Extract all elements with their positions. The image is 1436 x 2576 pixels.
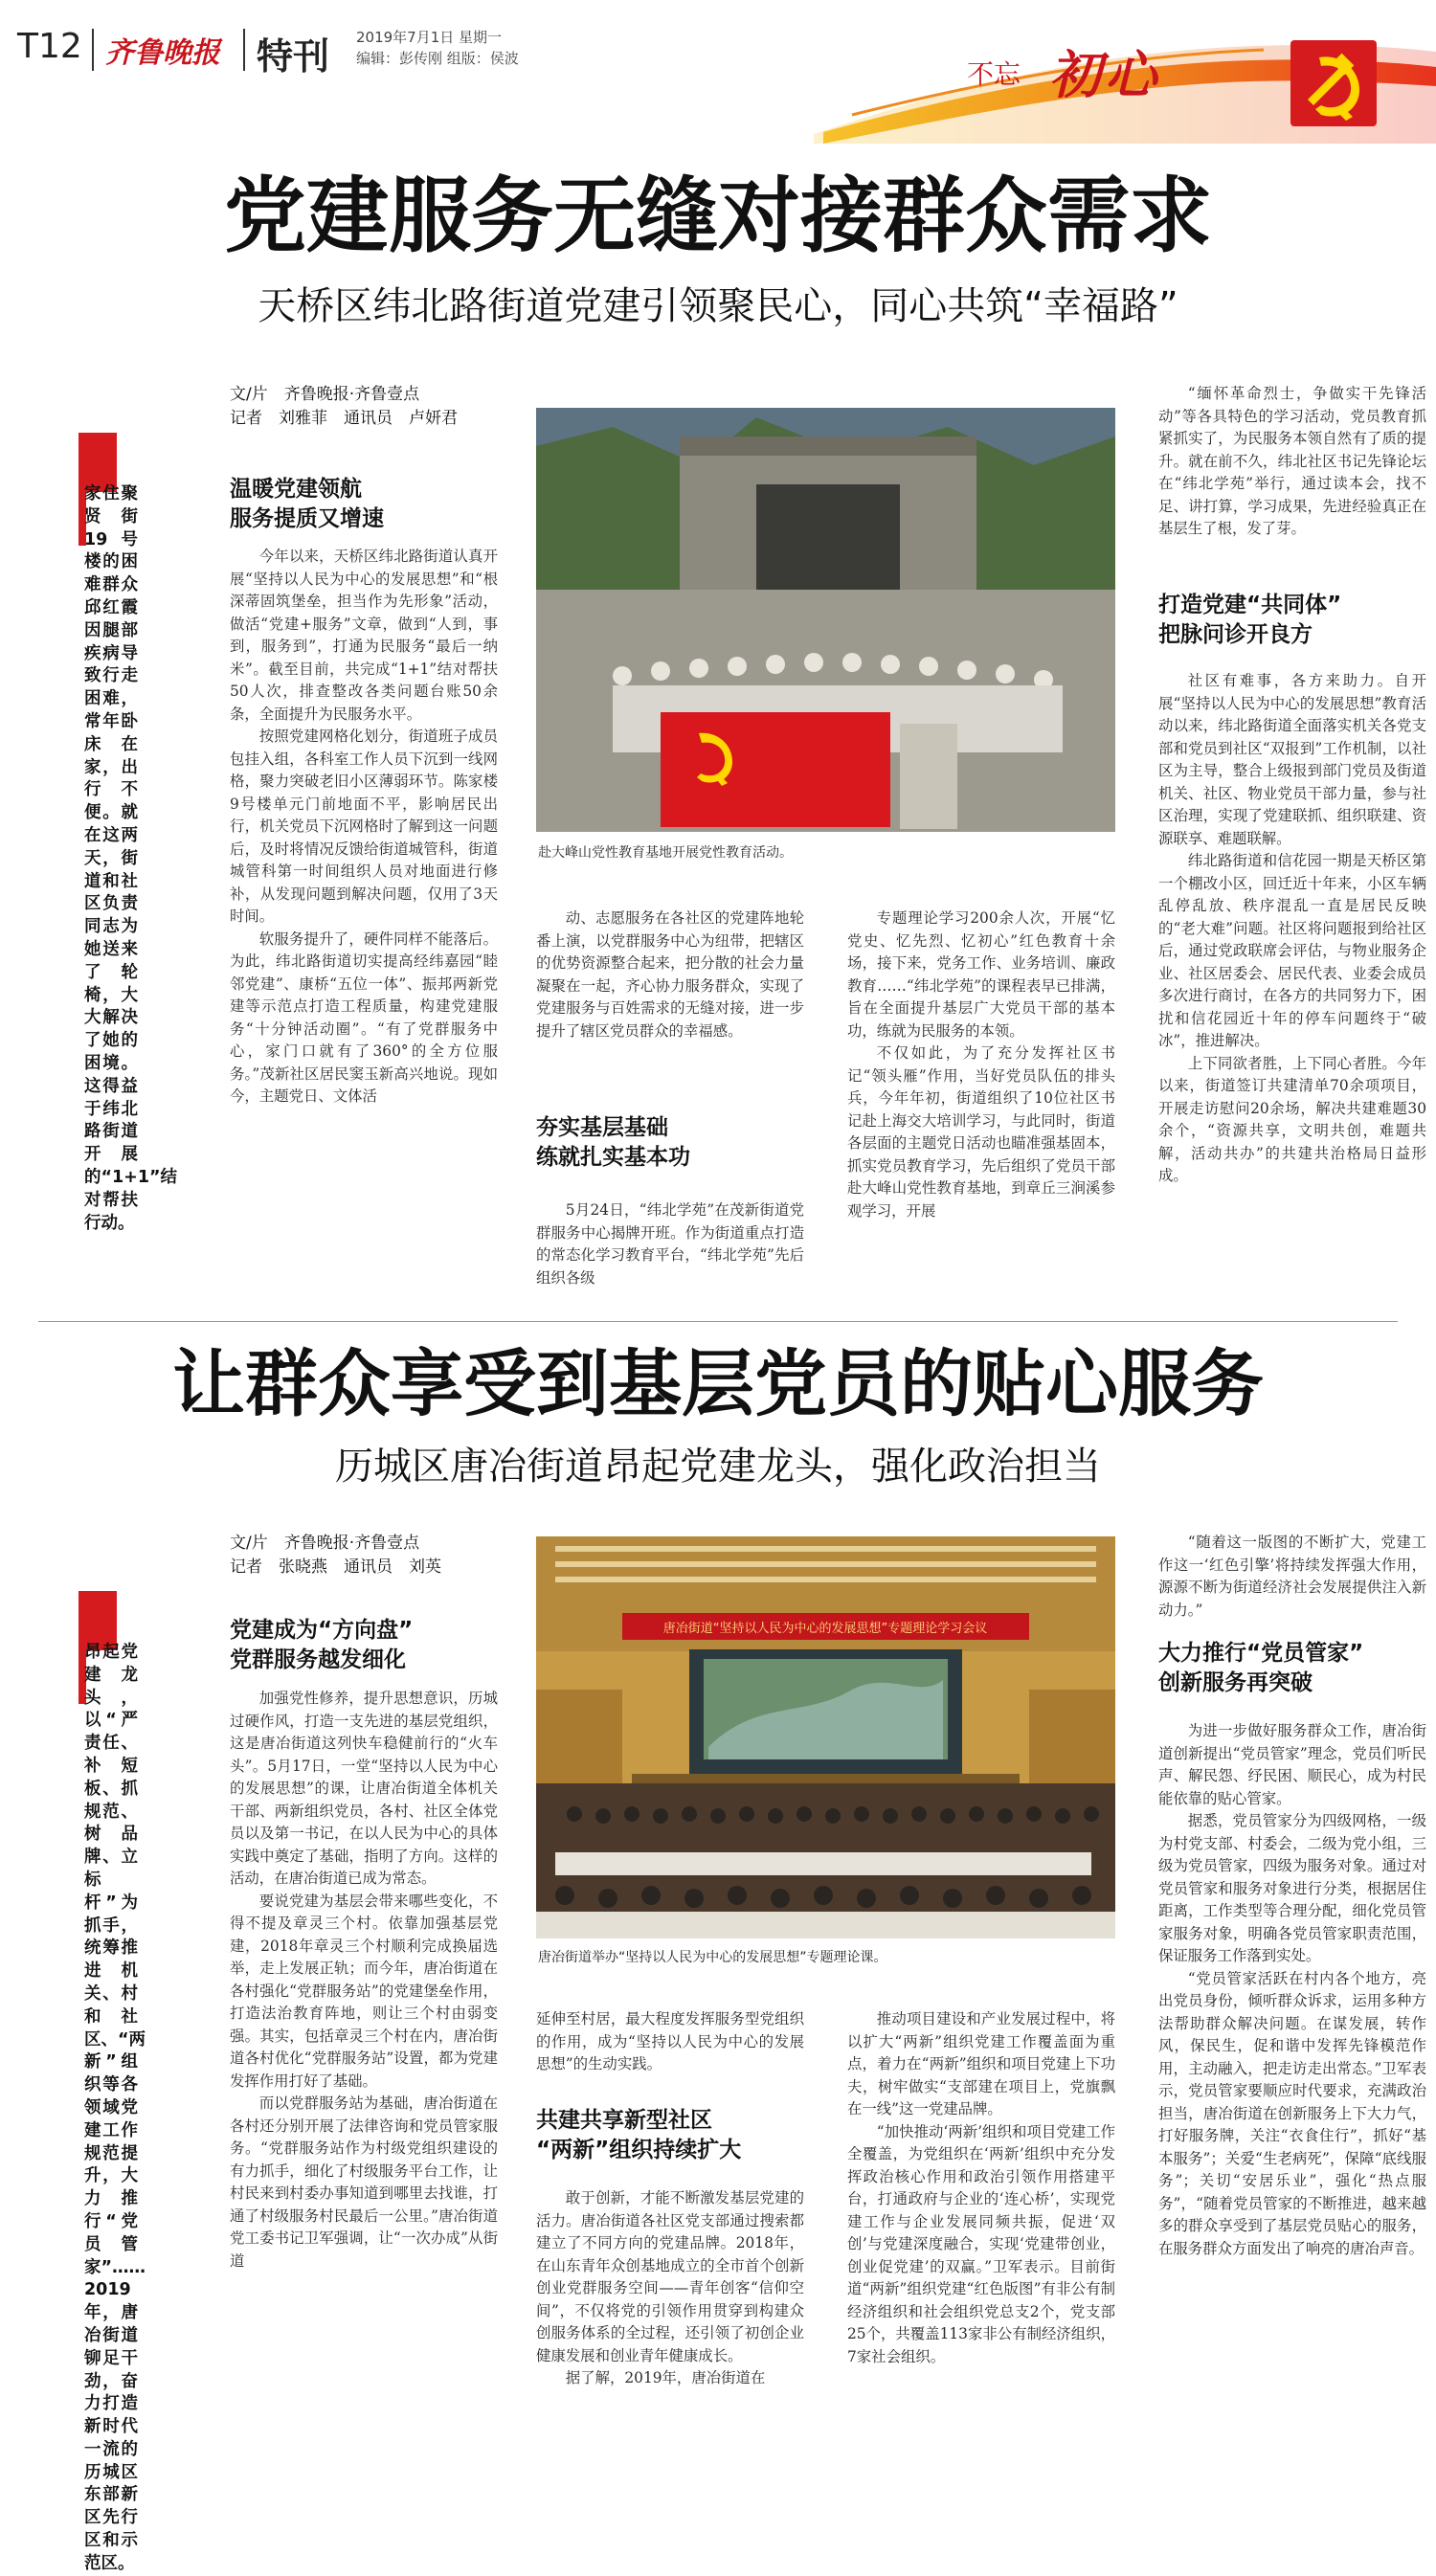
article2-sidebar-text: 昂起党建龙头，以“严责任、补短板、抓规范、树品牌、立标杆”为抓手，统筹推进机关、村和社区、“两新”组织等各领域党建工作规范提升，大力推行“党员管家”……2019年，唐冶街道铆足干劲，奋力打造新时代一流的历城区东部新区先行区和示范区。 xyxy=(84,1643,146,2573)
body-paragraph: 加强党性修养，提升思想意识，历城过硬作风，打造一支先进的基层党组织，这是唐冶街道这列快车稳健前行的“火车头”。5月17日，一堂“坚持以人民为中心的发展思想”的课，让唐冶街道全体机关干部、两新组织党员，各村、社区全体党员以及第一书记，在以人民为中心的具体实践中奠定了基础，指明了方向。这样的活动，在唐冶街道已成为常态。 xyxy=(230,1690,498,1887)
article1-headline: 党建服务无缝对接群众需求 xyxy=(224,168,1212,264)
body-paragraph: 敢于创新，才能不断激发基层党建的活力。唐冶街道各社区党支部通过搜索都建立了不同方向的党建品牌。2018年，在山东青年众创基地成立的全市首个创新创业党群服务空间——青年创客“信仰空间”，不仅将党的引领作用贯穿到构建众创服务体系的全过程，还引领了初创企业健康发展和创业青年健康成长。 xyxy=(536,2189,804,2364)
body-paragraph: “缅怀革命烈士，争做实干先锋活动”等各具特色的学习活动，党员教育抓紧抓实了，为民服务本领自然有了质的提升。就在前不久，纬北社区书记先锋论坛在“纬北学苑”举行，通过读本会，找不足、讲打算，学习成果，先进经验真正在基层生了根，发了芽。 xyxy=(1158,385,1426,537)
article1-column-3 xyxy=(847,907,1115,1300)
article2-subhead-2: 共建共享新型社区 “两新”组织持续扩大 xyxy=(536,2108,742,2162)
party-emblem-icon xyxy=(1290,40,1377,126)
page-number: T12 xyxy=(17,27,82,66)
article2-photo-caption: 唐冶街道举办“坚持以人民为中心的发展思想”专题理论课。 xyxy=(538,1950,887,1965)
masthead-divider xyxy=(243,29,245,71)
body-paragraph: 推动项目建设和产业发展过程中，将以扩大“两新”组织党建工作覆盖面为重点，着力在“两新”组织和项目党建上下功夫，树牢做实“支部建在项目上，党旗飘在一线”这一党建品牌。 xyxy=(847,2010,1115,2117)
group-photo-illustration xyxy=(536,408,1115,832)
article2-byline-2: 记者 张晓燕 通讯员 刘英 xyxy=(230,1557,441,1577)
body-paragraph: 纬北路街道和信花园一期是天桥区第一个棚改小区，回迁近十年来，小区车辆乱停乱放、秩序混乱一直是居民反映的“老大难”问题。社区将问题报到给社区后，通过党政联席会评估，与物业服务企业、社区居委会、居民代表、业委会成员多次进行商讨，在各方的共同努力下，困扰和信花园近十年的停车问题终于“破冰”，推进解决。 xyxy=(1158,852,1426,1049)
body-paragraph: 社区有难事，各方来助力。自开展“坚持以人民为中心的发展思想”教育活动以来，纬北路街道全面落实机关各党支部和党员到社区“双报到”工作机制，以社区为主导，整合上级报到部门党员及街道机关、社区、物业党员干部力量，参与社区治理，实现了党建联抓、组织联建、资源联享、难题联解。 xyxy=(1158,672,1426,847)
article2-column-4b xyxy=(1158,1720,1426,2453)
body-paragraph: 今年以来，天桥区纬北路街道认真开展“坚持以人民为中心的发展思想”和“根深蒂固筑堡垒，担当作为先形象”活动，做活“党建+服务”文章，做到“人到，事到，服务到”，打通为民服务“最后一纳米”。截至目前，共完成“1+1”结对帮扶50人次，排查整改各类问题台账50余条，全面提升为民服务水平。 xyxy=(230,548,498,723)
section-divider xyxy=(38,1321,1398,1322)
body-paragraph: 据悉，党员管家分为四级网格，一级为村党支部、村委会，二级为党小组，三级为党员管家，四级为服务对象。通过对党员管家和服务对象进行分类，根据居住距离，工作类型等合理分配，细化党员管家服务对象，明确各党员管家职责范围，保证服务工作落到实处。 xyxy=(1158,1812,1426,1964)
body-paragraph: 软服务提升了，硬件同样不能落后。为此，纬北路街道切实提高经纬嘉园“睦邻党建”、康桥“五位一体”、振邦两新党建等示范点打造工程质量，构建党建服务“十分钟活动圈”。“有了党群服务中心，家门口就有了360°的全方位服务。”茂新社区居民窦玉新高兴地说。现如今，主题党日、文体活 xyxy=(230,930,498,1105)
article1-photo-caption: 赴大峰山党性教育基地开展党性教育活动。 xyxy=(538,845,793,861)
masthead-divider xyxy=(92,29,94,71)
body-paragraph: 延伸至村居，最大程度发挥服务型党组织的作用，成为“坚持以人民为中心的发展思想”的生动实践。 xyxy=(536,2010,804,2072)
article2-photo xyxy=(536,1536,1115,1938)
body-paragraph: “党员管家活跃在村内各个地方，亮出党员身份，倾听群众诉求，运用多种方法帮助群众解决问题。在谋发展，转作风，保民生，促和谐中发挥先锋模范作用，主动融入，把走访走出常态。”卫军表示，党员管家要顺应时代要求，充满政治担当，唐冶街道在创新服务上下大力气，打好服务牌，关注“衣食住行”，抓好“基本服务”；关爱“生老病死”，保障“底线服务”；关切“安居乐业”，强化“热点服务”，“随着党员管家的不断推进，越来越多的群众享受到了基层党员贴心的服务，在服务群众方面发出了响亮的唐冶声音。 xyxy=(1158,1969,1426,2257)
body-paragraph: 动、志愿服务在各社区的党建阵地轮番上演，以党群服务中心为纽带，把辖区的优势资源整合起来，把分散的社会力量凝聚在一起，齐心协力服务群众，实现了党建服务与百姓需求的无缝对接，进一步提升了辖区党员群众的幸福感。 xyxy=(536,909,804,1040)
article1-column-4a xyxy=(1158,383,1426,584)
article1-subhead-3: 打造党建“共同体” 把脉问诊开良方 xyxy=(1158,593,1342,647)
body-paragraph: 要说党建为基层会带来哪些变化，不得不提及章灵三个村。依靠加强基层党建，2018年章灵三个村顺利完成换届选举，走上发展正轨；而今年，唐冶街道在各村强化“党群服务站”的党建堡垒作用，打造法治教育阵地，则让三个村由弱变强。其实，包括章灵三个村在内，唐冶街道各村优化“党群服务站”设置，都为党建发挥作用打好了基础。 xyxy=(230,1892,498,2090)
article1-byline-2: 记者 刘雅菲 通讯员 卢妍君 xyxy=(230,409,458,428)
body-paragraph: 专题理论学习200余人次，开展“忆党史、忆先烈、忆初心”红色教育十余场，接下来，党务工作、业务培训、廉政教育……“纬北学苑”的课程表早已排满，旨在全面提升基层广大党员干部的基本功，练就为民服务的本领。 xyxy=(847,909,1115,1040)
body-paragraph: 而以党群服务站为基础，唐冶街道在各村还分别开展了法律咨询和党员管家服务。“党群服务站作为村级党组织建设的有力抓手，细化了村级服务平台工作，让村民来到村委办事知道到哪里去找谁，打通了村级服务村民最后一公里。”唐冶街道党工委书记卫军强调，让“一次办成”从街道 xyxy=(230,2094,498,2270)
article1-column-2b xyxy=(536,1199,804,1297)
article1-photo xyxy=(536,408,1115,832)
masthead xyxy=(0,0,1436,144)
article1-sidebar-text: 家住聚贤街19号楼的困难群众邱红霞因腿部疾病导致行走困难，常年卧床在家，出行不便。就在这两天，街道和社区负责同志为她送来了轮椅，大大解决了她的困境。这得益于纬北路街道开展的“1+1”结对帮扶行动。 xyxy=(84,484,178,1233)
banner-text: 唐冶街道“坚持以人民为中心的发展思想”专题理论学习会议 xyxy=(662,1622,988,1636)
body-paragraph: 上下同欲者胜，上下同心者胜。今年以来，街道签订共建清单70余项项目，开展走访慰问20余场，解决共建难题30余个，“资源共享，文明共创，难题共解，活动共办”的共建共治格局日益形成。 xyxy=(1158,1054,1426,1184)
body-paragraph: 为进一步做好服务群众工作，唐冶街道创新提出“党员管家”理念，党员们听民声、解民怨、纾民困、顺民心，成为村民能依靠的贴心管家。 xyxy=(1158,1722,1426,1807)
article2-column-2b xyxy=(536,2187,804,2453)
article2-subhead-1: 党建成为“方向盘” 党群服务越发细化 xyxy=(230,1618,414,1672)
article2-subhead-3: 大力推行“党员管家” 创新服务再突破 xyxy=(1158,1641,1364,1695)
body-paragraph: 按照党建网格化划分，街道班子成员包挂入组，各科室工作人员下沉到一线网格，聚力突破老旧小区薄弱环节。陈家楼9号楼单元门前地面不平，影响居民出行，机关党员下沉网格时了解到这一问题后，及时将情况反馈给街道城管科，街道城管科第一时间组织人员对地面进行修补，从发现问题到解决问题，仅用了3天时间。 xyxy=(230,728,498,925)
article1-subhead-1: 温暖党建领航 服务提质又增速 xyxy=(230,477,384,531)
editor-line: 编辑：彭传刚 组版：侯波 xyxy=(356,50,519,67)
body-paragraph: “加快推动‘两新’组织和项目党建工作全覆盖，为党组织在‘两新’组织中充分发挥政治核心作用和政治引领作用搭建平台，打通政府与企业的‘连心桥’，实现党建工作与企业发展同频共振，促进‘双创’与党建深度融合，实现‘党建带创业，创业促党建’的双赢。”卫军表示。目前街道“两新”组织党建“红色版图”有非公有制经济组织和社会组织党总支2个，党支部25个，共覆盖113家非公有制经济组织，7家社会组织。 xyxy=(847,2122,1115,2365)
article2-column-4a xyxy=(1158,1532,1426,1627)
section-name: 特刊 xyxy=(257,35,330,78)
paper-name: 齐鲁晚报 xyxy=(105,36,220,70)
article2-column-2 xyxy=(536,2008,804,2100)
auditorium-photo-illustration xyxy=(536,1536,1115,1938)
article1-subhead-2: 夯实基层基础 练就扎实基本功 xyxy=(536,1115,690,1170)
body-paragraph: 据了解，2019年，唐冶街道在 xyxy=(565,2369,766,2386)
article1-column-1 xyxy=(230,546,498,1297)
article1-column-4b xyxy=(1158,670,1426,1300)
article2-headline: 让群众享受到基层党员的贴心服务 xyxy=(172,1341,1264,1426)
article2-column-1 xyxy=(230,1688,498,2453)
article1-byline-1: 文/片 齐鲁晚报·齐鲁壹点 xyxy=(230,385,420,404)
article2-subheadline: 历城区唐冶街道昂起党建龙头，强化政治担当 xyxy=(335,1445,1101,1489)
body-paragraph: 不仅如此，为了充分发挥社区书记“领头雁”作用，当好党员队伍的排头兵，今年年初，街道组织了10位社区书记赴上海交大培训学习，与此同时，街道各层面的主题党日活动也瞄准强基固本，抓实党员教育学习，先后组织了党员干部赴大峰山党性教育基地，到章丘三涧溪参观学习，开展 xyxy=(847,1044,1115,1220)
article2-byline-1: 文/片 齐鲁晚报·齐鲁壹点 xyxy=(230,1534,420,1553)
body-paragraph: 5月24日，“纬北学苑”在茂新街道党群服务中心揭牌开班。作为街道重点打造的常态化学习教育平台，“纬北学苑”先后组织各级 xyxy=(536,1201,804,1287)
article1-column-2 xyxy=(536,907,804,1103)
body-paragraph: “随着这一版图的不断扩大，党建工作这一‘红色引擎’将持续发挥强大作用，源源不断为街道经济社会发展提供注入新动力。” xyxy=(1158,1534,1426,1619)
article2-column-3 xyxy=(847,2008,1115,2453)
brand-slogan-small: 不忘 xyxy=(967,58,1021,90)
article1-subheadline: 天桥区纬北路街道党建引领聚民心，同心共筑“幸福路” xyxy=(258,284,1178,328)
brand-slogan-large: 初心 xyxy=(1049,44,1160,105)
date-line: 2019年7月1日 星期一 xyxy=(356,29,503,46)
